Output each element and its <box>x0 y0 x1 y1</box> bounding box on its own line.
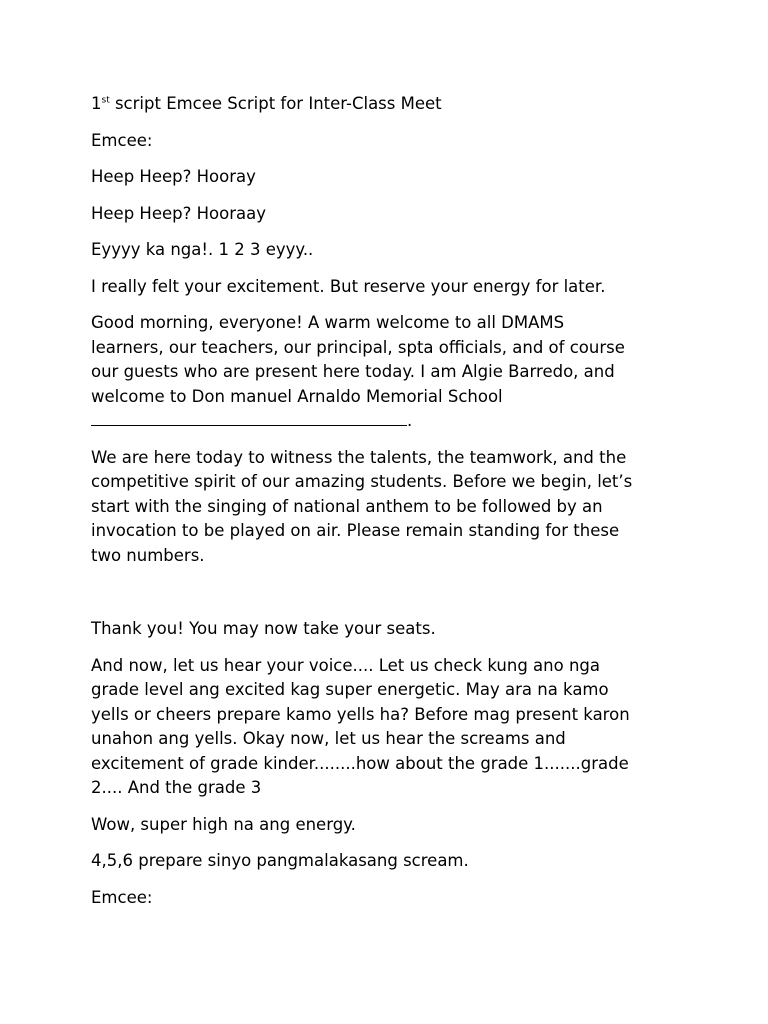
paragraph-cheer-2: Heep Heep? Hooraay <box>91 203 266 223</box>
title-number: 1 <box>91 94 102 113</box>
paragraph-thank-you: Thank you! You may now take your seats. <box>91 619 436 638</box>
welcome-line: learners, our teachers, our principal, spta officials, and of course <box>91 337 625 357</box>
welcome-line: Good morning, everyone! A warm welcome to all DMAMS <box>91 313 565 332</box>
intro-line: start with the singing of national anthem to be followed by an <box>91 496 603 516</box>
yells-line: grade level ang excited kag super energetic. May ara na kamo <box>91 680 609 699</box>
welcome-line: our guests who are present here today. I am Algie Barredo, and <box>91 362 615 381</box>
welcome-end-period: . <box>407 411 413 430</box>
document-title <box>91 92 691 117</box>
yells-line: excitement of grade kinder........how about the grade 1.......grade <box>91 753 629 773</box>
paragraph-spacer <box>91 580 691 617</box>
paragraph-yells <box>91 654 691 801</box>
welcome-line: welcome to Don manuel Arnaldo Memorial School <box>91 386 503 406</box>
intro-line: We are here today to witness the talents, the teamwork, and the <box>91 447 627 467</box>
paragraph-scream: 4,5,6 prepare sinyo pangmalakasang scream. <box>91 851 469 870</box>
yells-line: unahon ang yells. Okay now, let us hear the screams and <box>91 729 566 748</box>
document-page <box>91 92 691 922</box>
paragraph-introduction <box>91 446 691 569</box>
yells-line: And now, let us hear your voice.... Let us check kung ano nga <box>91 655 600 675</box>
title-superscript: st <box>101 95 110 106</box>
paragraph-energy: Wow, super high na ang energy. <box>91 814 356 834</box>
title-text: script Emcee Script for Inter-Class Meet <box>109 94 442 113</box>
paragraph-emcee-label: Emcee: <box>91 130 153 150</box>
paragraph-emcee-label-2: Emcee: <box>91 887 153 907</box>
intro-line: invocation to be played on air. Please remain standing for these <box>91 521 620 540</box>
fill-in-blank-line <box>91 411 407 426</box>
paragraph-cheer-3: Eyyyy ka nga!. 1 2 3 eyyy.. <box>91 240 314 259</box>
paragraph-cheer-1: Heep Heep? Hooray <box>91 167 256 186</box>
paragraph-welcome <box>91 311 691 434</box>
intro-line: two numbers. <box>91 545 205 565</box>
paragraph-excitement: I really felt your excitement. But reserve your energy for later. <box>91 276 606 296</box>
intro-line: competitive spirit of our amazing students. Before we begin, let’s <box>91 472 633 491</box>
yells-line: 2.... And the grade 3 <box>91 778 262 797</box>
yells-line: yells or cheers prepare kamo yells ha? Before mag present karon <box>91 704 630 724</box>
